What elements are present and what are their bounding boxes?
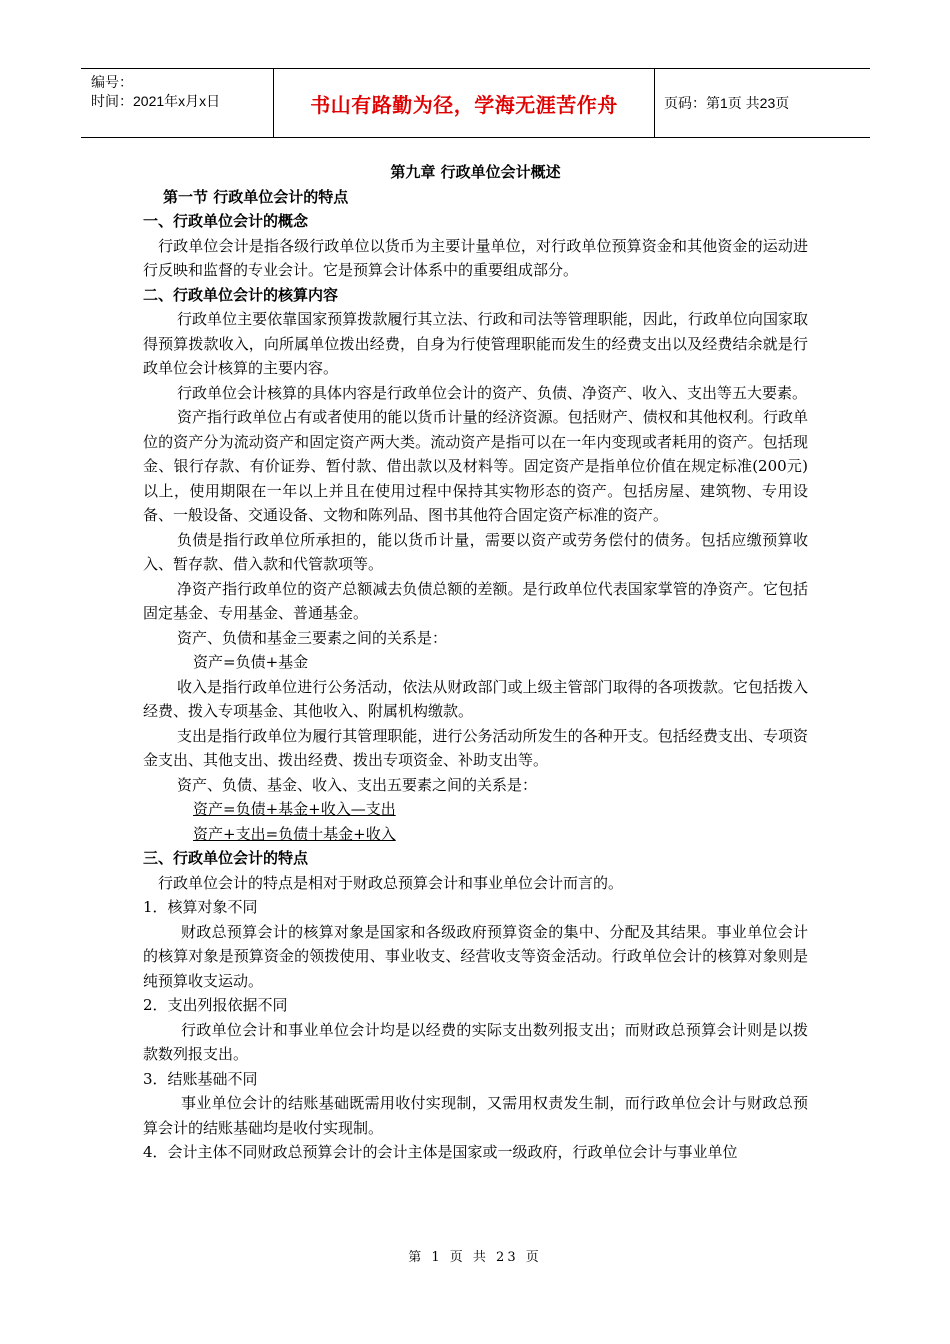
paragraph: 资产、负债、基金、收入、支出五要素之间的关系是： xyxy=(177,775,538,794)
formula-text: 资产+支出=负债十基金+收入 xyxy=(193,824,396,843)
page-info: 页码：第1页 共23页 xyxy=(664,95,790,111)
paragraph: 行政单位会计是指各级行政单位以货币为主要计量单位，对行政单位预算资金和其他资金的运动进行反映和监督的专业会计。它是预算会计体系中的重要组成部分。 xyxy=(143,236,808,279)
page-header xyxy=(81,68,870,138)
paragraph: 事业单位会计的结账基础既需用收付实现制，又需用权责发生制，而行政单位会计与财政总预算会计的结账基础均是收付实现制。 xyxy=(143,1094,808,1137)
motto-text: 书山有路勤为径，学海无涯苦作舟 xyxy=(310,92,618,117)
heading-concept: 一、行政单位会计的概念 xyxy=(143,212,309,230)
list-item: 2．支出列报依据不同 xyxy=(143,996,288,1014)
heading-content: 二、行政单位会计的核算内容 xyxy=(143,285,339,304)
list-item: 1．核算对象不同 xyxy=(143,898,258,916)
header-motto-cell xyxy=(274,69,655,137)
paragraph: 资产指行政单位占有或者使用的能以货币计量的经济资源。包括财产、债权和其他权利。行政单位的资产分为流动资产和固定资产两大类。流动资产是指可以在一年内变现或者耗用的资产。包括现金、银行存款、有价证券、暂付款、借出款以及材料等。固定资产是指单位价值在规定标准(200元)以上，使用期限在一年以上并且在使用过程中保持其实物形态的资产。包括房屋、建筑物、专用设备、一般设备、交通设备、文物和陈列品、图书其他符合固定资产标准的资产。 xyxy=(143,408,808,524)
formula-text: 资产=负债+基金+收入—支出 xyxy=(193,800,396,818)
header-meta xyxy=(81,69,274,137)
formula-underlined xyxy=(143,822,808,847)
formula-underlined xyxy=(143,797,808,822)
paragraph: 行政单位会计和事业单位会计均是以经费的实际支出数列报支出；而财政总预算会计则是以拨款数列报支出。 xyxy=(143,1020,808,1063)
paragraph: 净资产指行政单位的资产总额减去负债总额的差额。是行政单位代表国家掌管的净资产。它包括固定基金、专用基金、普通基金。 xyxy=(143,579,808,622)
page-footer: 第 1 页 共 23 页 xyxy=(408,1250,542,1265)
document-body xyxy=(143,160,808,1165)
paragraph: 资产、负债和基金三要素之间的关系是： xyxy=(177,628,448,647)
heading-features: 三、行政单位会计的特点 xyxy=(143,849,309,867)
paragraph: 支出是指行政单位为履行其管理职能，进行公务活动所发生的各种开支。包括经费支出、专项资金支出、其他支出、拨出经费、拨出专项资金、补助支出等。 xyxy=(143,726,808,769)
section-title: 第一节 行政单位会计的特点 xyxy=(163,187,349,206)
paragraph: 财政总预算会计的核算对象是国家和各级政府预算资金的集中、分配及其结果。事业单位会计的核算对象是预算资金的领拨使用、事业收支、经营收支等资金活动。行政单位会计的核算对象则是纯预算收支运动。 xyxy=(143,922,808,990)
paragraph: 行政单位会计核算的具体内容是行政单位会计的资产、负债、净资产、收入、支出等五大要素。 xyxy=(177,383,808,402)
paragraph: 收入是指行政单位进行公务活动，依法从财政部门或上级主管部门取得的各项拨款。它包括拨入经费、拨入专项基金、其他收入、附属机构缴款。 xyxy=(143,677,808,720)
list-item: 3．结账基础不同 xyxy=(143,1069,258,1088)
paragraph: 行政单位主要依靠国家预算拨款履行其立法、行政和司法等管理职能，因此，行政单位向国家取得预算拨款收入，向所属单位拨出经费，自身为行使管理职能而发生的经费支出以及经费结余就是行政单位会计核算的主要内容。 xyxy=(143,310,808,377)
paragraph: 行政单位会计的特点是相对于财政总预算会计和事业单位会计而言的。 xyxy=(158,873,624,892)
list-item: 4．会计主体不同财政总预算会计的会计主体是国家或一级政府，行政单位会计与事业单位 xyxy=(143,1143,738,1161)
formula: 资产=负债+基金 xyxy=(193,653,309,671)
chapter-title: 第九章 行政单位会计概述 xyxy=(390,163,561,181)
time-label: 时间：2021年x月x日 xyxy=(91,93,221,109)
number-label: 编号： xyxy=(91,74,133,90)
paragraph: 负债是指行政单位所承担的，能以货币计量，需要以资产或劳务偿付的债务。包括应缴预算收入、暂存款、借入款和代管款项等。 xyxy=(143,530,808,573)
